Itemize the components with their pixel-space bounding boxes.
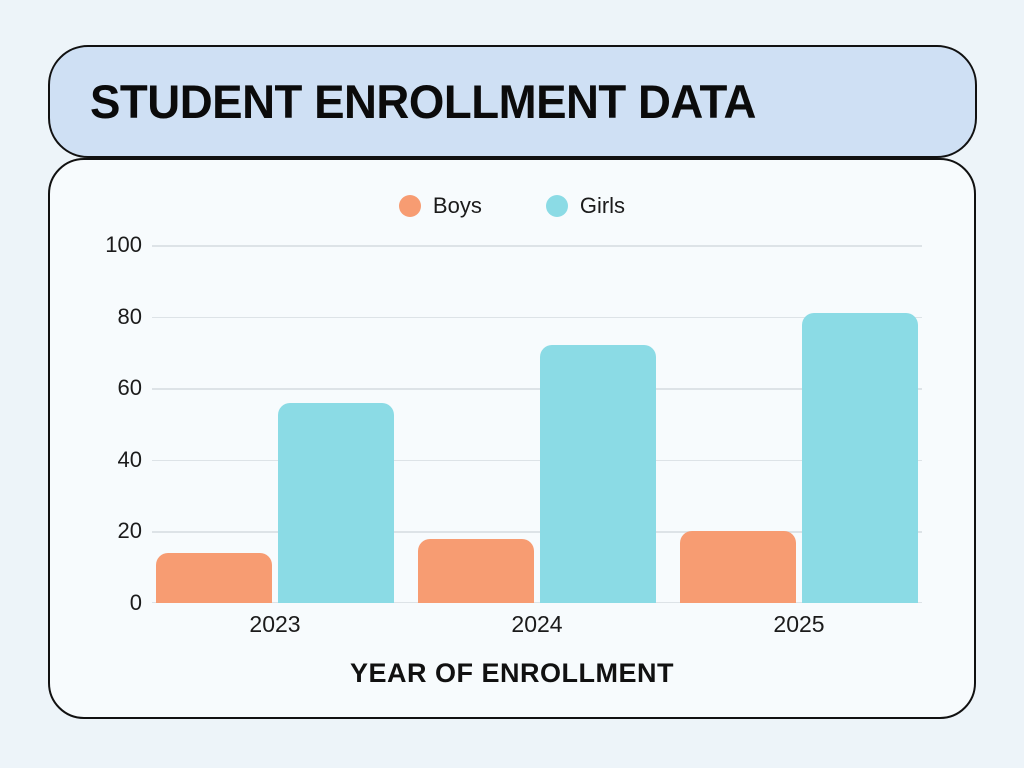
bar-boys-2025 xyxy=(680,531,796,603)
y-tick-label-20: 20 xyxy=(117,518,142,544)
y-tick-label-0: 0 xyxy=(129,590,142,615)
plot-area xyxy=(152,245,922,603)
legend-label: Girls xyxy=(579,193,626,218)
bar-group-2023 xyxy=(156,403,394,603)
bars-row xyxy=(152,245,922,603)
chart-card xyxy=(48,158,976,719)
title-banner xyxy=(48,45,977,158)
chart-legend xyxy=(50,193,974,219)
legend-girls-circle-icon xyxy=(546,195,568,217)
bar-girls-2025 xyxy=(802,313,918,603)
x-tick-label-2024: 2024 xyxy=(511,611,563,637)
x-axis xyxy=(152,611,922,638)
x-axis-title: YEAR OF ENROLLMENT xyxy=(350,658,674,688)
y-tick-label-80: 80 xyxy=(117,303,142,329)
bar-girls-2023 xyxy=(278,403,394,603)
y-tick-label-40: 40 xyxy=(117,446,142,472)
legend-item-girls xyxy=(546,193,625,219)
legend-label: Boys xyxy=(432,193,482,218)
bar-boys-2024 xyxy=(418,539,534,603)
y-axis xyxy=(70,160,142,717)
x-tick-label-2025: 2025 xyxy=(773,611,825,637)
bar-group-2025 xyxy=(680,313,918,603)
legend-item-boys xyxy=(399,193,482,219)
bar-group-2024 xyxy=(418,345,656,603)
bar-boys-2023 xyxy=(156,553,272,603)
bar-girls-2024 xyxy=(540,345,656,603)
y-tick-label-100: 100 xyxy=(105,232,142,257)
page-title: STUDENT ENROLLMENT DATA xyxy=(90,75,756,128)
legend-boys-circle-icon xyxy=(399,195,421,217)
y-tick-label-60: 60 xyxy=(117,375,142,401)
x-tick-label-2023: 2023 xyxy=(249,611,301,637)
